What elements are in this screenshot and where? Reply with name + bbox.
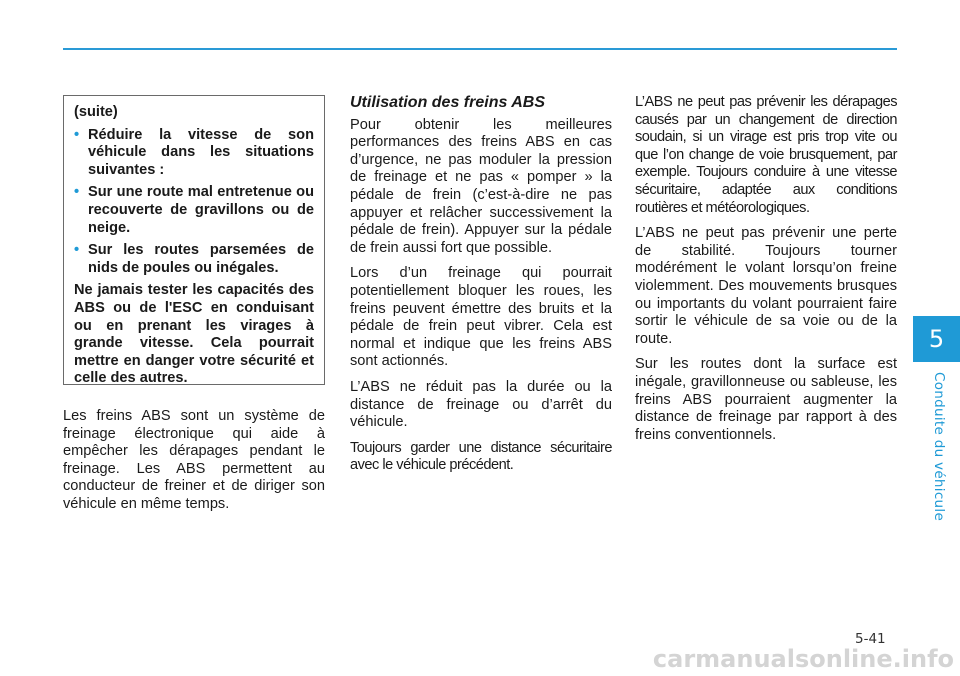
warning-bullet-item — [74, 242, 314, 277]
body-paragraph: Lors d’un freinage qui pourrait potentiellement bloquer les roues, les freins peuvent émettre des bruits et la pédale de frein peut vibrer. Cela est normal et indique que les freins ABS sont actionnés. — [350, 265, 612, 370]
abs-intro-paragraph: Les freins ABS sont un système de freinage électronique qui aide à empêcher les dérapages pendant le freinage. Les ABS permettent au conducteur de freiner et de diriger son véhicule en même temps. — [63, 408, 325, 512]
bullet-dot-icon: • — [74, 184, 80, 201]
chapter-number-tab — [913, 316, 960, 362]
bullet-dot-icon: • — [74, 242, 80, 259]
body-paragraph: Sur les routes dont la surface est inégale, gravillonneuse ou sableuse, les freins ABS pourraient augmenter la distance de freinage par rapport à des freins conventionnels. — [635, 356, 897, 443]
bullet-dot-icon: • — [74, 126, 80, 143]
warning-bullet-item — [74, 184, 314, 237]
header-rule — [63, 48, 897, 50]
body-paragraph: Toujours garder une distance sécuritaire avec le véhicule précédent. — [350, 439, 612, 474]
chapter-title: Conduite du véhicule — [931, 372, 947, 522]
body-paragraph: L’ABS ne peut pas prévenir une perte de stabilité. Toujours tourner modérément le volant lorsqu’on freine violemment. Des mouvements brusques ou importants du volant pourraient faire sortir le véhicule de sa voie ou de la route. — [635, 225, 897, 347]
watermark-text: carmanualsonline.info — [652, 645, 954, 673]
warning-box — [63, 95, 325, 385]
body-paragraph: L’ABS ne peut pas prévenir les dérapages causés par un changement de direction soudain, si un virage est pris trop vite ou que l’on change de voie brusquement, par exemple. Toujours conduire à une vitesse sécuritaire, adaptée aux conditions routières et météorologiques. — [635, 94, 897, 216]
section-heading: Utilisation des freins ABS — [350, 94, 545, 111]
warning-bullet-text: Sur une route mal entretenue ou recouverte de gravillons ou de neige. — [88, 184, 314, 236]
warning-bullet-text: Réduire la vitesse de son véhicule dans les situations suivantes : — [88, 126, 314, 178]
warning-bullet-text: Sur les routes parsemées de nids de poules ou inégales. — [88, 242, 314, 276]
body-paragraph: Pour obtenir les meilleures performances des freins ABS en cas d’urgence, ne pas moduler la pression de freinage et ne pas « pomper » la pédale de frein (c’est-à-dire ne pas appuyer et relâcher successivement la pédale de frein). Appuyer sur la pédale de frein aussi fort que possible. — [350, 116, 612, 256]
middle-column — [350, 94, 612, 483]
warning-closing-text: Ne jamais tester les capacités des ABS ou de l'ESC en conduisant ou en prenant les virages à grande vitesse. Cela pourrait mettre en danger votre sécurité et celle des autres. — [74, 282, 314, 387]
chapter-number: 5 — [928, 325, 945, 353]
right-column — [635, 94, 897, 452]
warning-bullet-list — [74, 127, 314, 278]
warning-bullet-item — [74, 127, 314, 180]
page-number: 5-41 — [855, 631, 886, 647]
body-paragraph: L’ABS ne réduit pas la durée ou la distance de freinage ou d’arrêt du véhicule. — [350, 378, 612, 431]
left-column — [63, 408, 325, 522]
warning-suite-label: (suite) — [74, 104, 118, 120]
